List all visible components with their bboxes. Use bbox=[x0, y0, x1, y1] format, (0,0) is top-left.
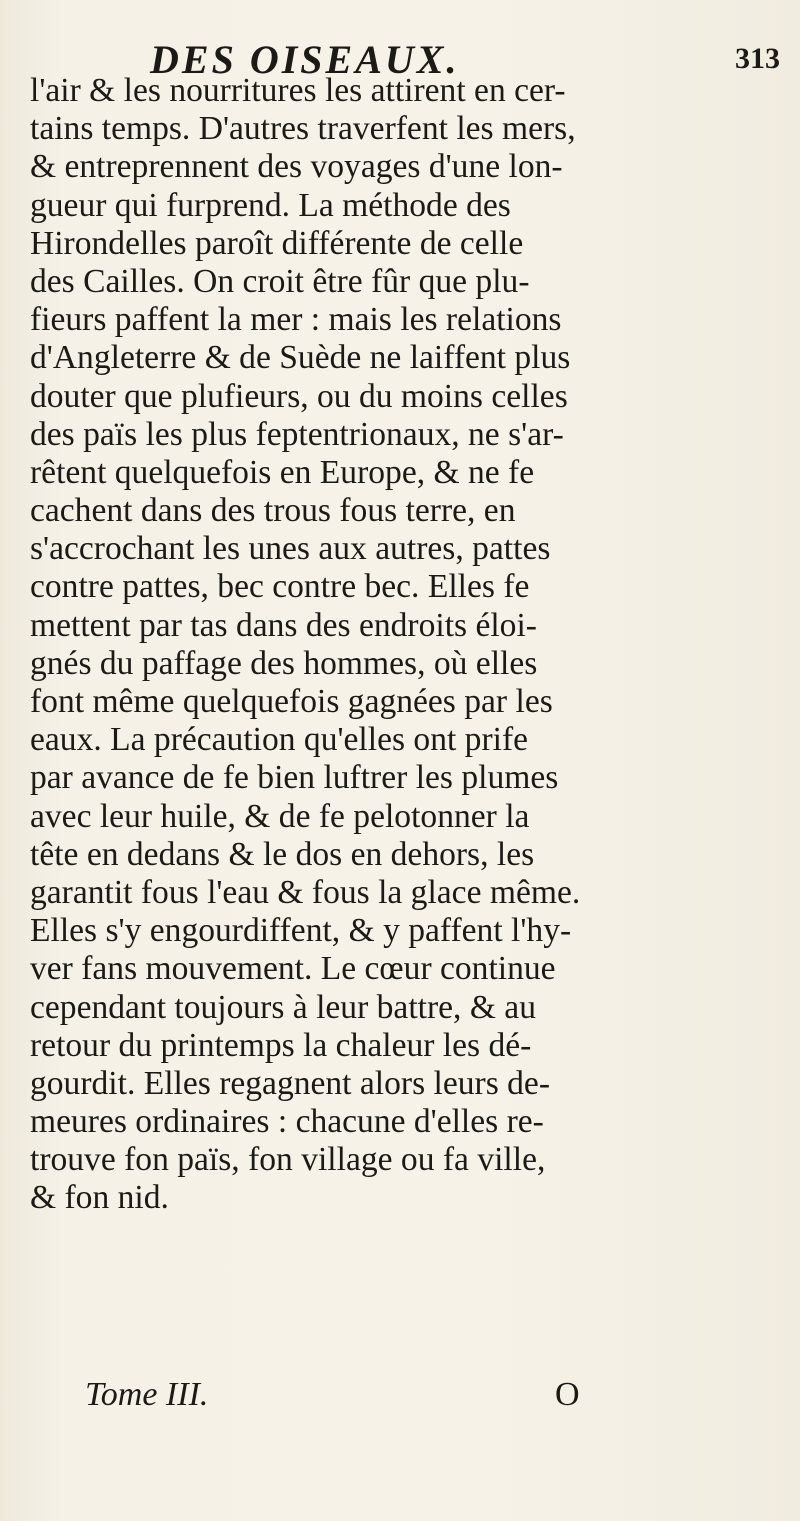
text-line: contre pattes, bec contre bec. Elles fe bbox=[30, 568, 530, 606]
text-line: cachent dans des trous fous terre, en bbox=[30, 492, 516, 530]
text-line: trouve fon païs, fon village ou fa ville, bbox=[30, 1141, 546, 1179]
text-line: garantit fous l'eau & fous la glace même. bbox=[30, 873, 581, 911]
page-number: 313 bbox=[735, 42, 780, 75]
text-line: Hirondelles paroît différente de celle bbox=[30, 224, 524, 262]
text-line: rêtent quelquefois en Europe, & ne fe bbox=[30, 453, 535, 491]
text-line: des Cailles. On croit être fûr que plu- bbox=[30, 262, 530, 300]
catchword: O bbox=[555, 1376, 580, 1413]
text-line: gueur qui furprend. La méthode des bbox=[30, 186, 511, 224]
text-line: fieurs paffent la mer : mais les relations bbox=[30, 301, 562, 339]
running-head: DES OISEAUX. bbox=[150, 37, 460, 82]
text-line: ver fans mouvement. Le cœur continue bbox=[30, 950, 556, 988]
text-line: mettent par tas dans des endroits éloi- bbox=[30, 606, 537, 644]
text-line: d'Angleterre & de Suède ne laiffent plus bbox=[30, 339, 571, 377]
text-line: tains temps. D'autres traverfent les mers, bbox=[30, 110, 576, 148]
text-line: retour du printemps la chaleur les dé- bbox=[30, 1026, 532, 1064]
text-line: & fon nid. bbox=[30, 1179, 169, 1217]
text-line: & entreprennent des voyages d'une lon- bbox=[30, 148, 563, 186]
text-line: l'air & les nourritures les attirent en cer- bbox=[30, 72, 566, 109]
text-line: avec leur huile, & de fe pelotonner la bbox=[30, 797, 530, 835]
text-line: par avance de fe bien luftrer les plumes bbox=[30, 759, 559, 797]
text-line: Elles s'y engourdiffent, & y paffent l'hy- bbox=[30, 912, 572, 950]
page-footer bbox=[0, 1376, 800, 1416]
text-line: gourdit. Elles regagnent alors leurs de- bbox=[30, 1064, 551, 1102]
text-line: tête en dedans & le dos en dehors, les bbox=[30, 835, 535, 873]
text-line: s'accrochant les unes aux autres, pattes bbox=[30, 530, 551, 568]
volume-signature: Tome III. bbox=[85, 1376, 209, 1413]
body-text bbox=[30, 72, 800, 1218]
text-line: des païs les plus feptentrionaux, ne s'ar- bbox=[30, 415, 564, 453]
text-line: cependant toujours à leur battre, & au bbox=[30, 988, 536, 1026]
text-line: font même quelquefois gagnées par les bbox=[30, 683, 553, 720]
text-line: gnés du paffage des hommes, où elles bbox=[30, 644, 538, 682]
text-line: douter que plufieurs, ou du moins celles bbox=[30, 377, 568, 415]
text-line: eaux. La précaution qu'elles ont prife bbox=[30, 721, 529, 759]
text-line: meures ordinaires : chacune d'elles re- bbox=[30, 1103, 544, 1141]
